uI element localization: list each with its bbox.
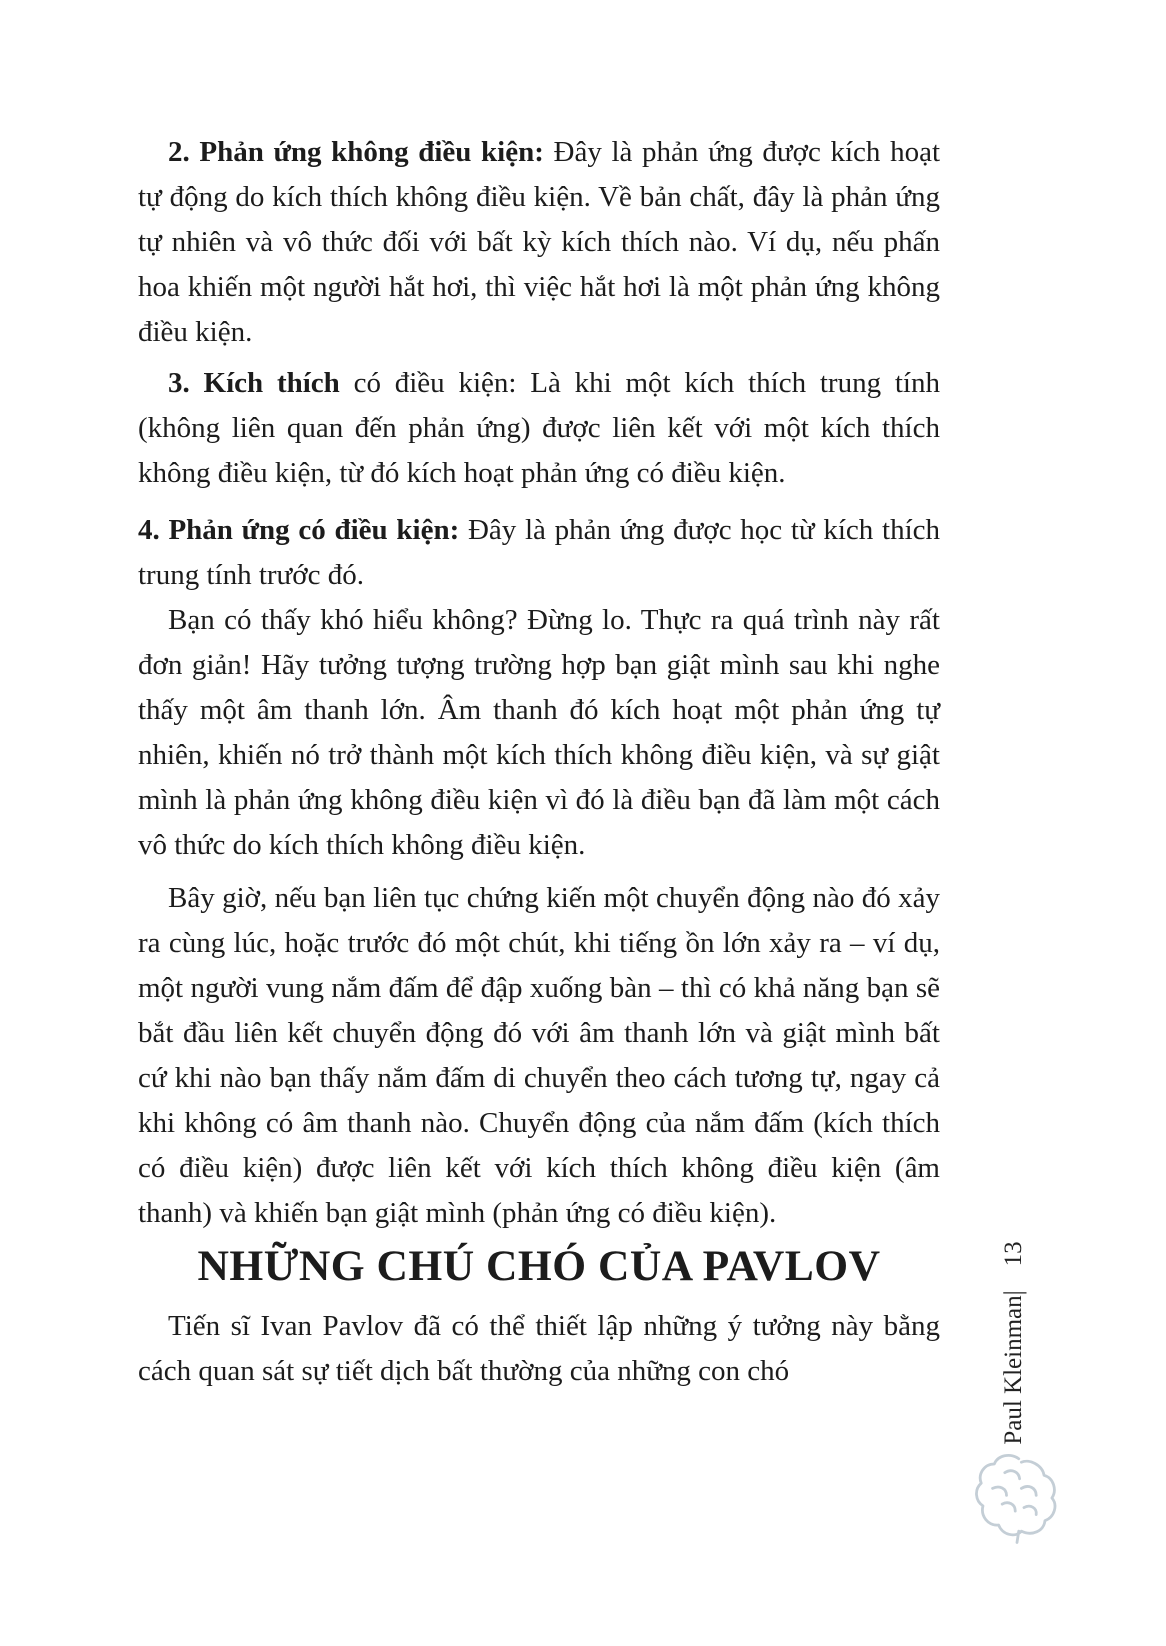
paragraph-item-3 [138, 361, 940, 496]
paragraph-example: Bây giờ, nếu bạn liên tục chứng kiến một chuyển động nào đó xảy ra cùng lúc, hoặc trước đó một chút, khi tiếng ồn lớn xảy ra – ví dụ, một người vung nắm đấm để đập xuống bàn – thì có khả năng bạn sẽ bắt đầu liên kết chuyển động đó với âm thanh lớn và giật mình bất cứ khi nào bạn thấy nắm đấm di chuyển theo cách tương tự, ngay cả khi không có âm thanh nào. Chuyển động của nắm đấm (kích thích có điều kiện) được liên kết với kích thích không điều kiện (âm thanh) và khiến bạn giật mình (phản ứng có điều kiện). [138, 882, 940, 1229]
paragraph-item-4 [138, 508, 940, 598]
text-column [138, 130, 940, 1394]
item-3-text: có điều kiện: Là khi một kích thích trung tính (không liên quan đến phản ứng) được liên kết với một kích thích không điều kiện, từ đó kích hoạt phản ứng có điều kiện. [138, 367, 940, 489]
paragraph-explanation: Bạn có thấy khó hiểu không? Đừng lo. Thực ra quá trình này rất đơn giản! Hãy tưởng tượng trường hợp bạn giật mình sau khi nghe thấy một âm thanh lớn. Âm thanh đó kích hoạt một phản ứng tự nhiên, khiến nó trở thành một kích thích không điều kiện, và sự giật mình là phản ứng không điều kiện vì đó là điều bạn đã làm một cách vô thức do kích thích không điều kiện. [138, 604, 940, 861]
page-number: 13 [1000, 1241, 1027, 1267]
paragraph-pavlov-intro: Tiến sĩ Ivan Pavlov đã có thể thiết lập những ý tưởng này bằng cách quan sát sự tiết dịch bất thường của những con chó [138, 1310, 940, 1387]
section-heading-pavlovs-dogs: NHỮNG CHÚ CHÓ CỦA PAVLOV [197, 1242, 881, 1290]
item-2-lead: 2. Phản ứng không điều kiện: [168, 136, 544, 168]
item-2-text: Đây là phản ứng được kích hoạt tự động do kích thích không điều kiện. Về bản chất, đây là phản ứng tự nhiên và vô thức đối với bất kỳ kích thích nào. Ví dụ, nếu phấn hoa khiến một người hắt hơi, thì việc hắt hơi là một phản ứng không điều kiện. [138, 136, 940, 348]
margin-sidebar-text [1000, 1241, 1028, 1444]
item-3-lead: 3. Kích thích [168, 367, 340, 399]
author-name: Paul Kleinman| [1000, 1290, 1027, 1445]
item-4-lead: 4. Phản ứng có điều kiện: [138, 514, 460, 546]
paragraph-item-2 [138, 130, 940, 355]
item-4-text: Đây là phản ứng được học từ kích thích trung tính trước đó. [138, 514, 940, 591]
brain-icon [972, 1450, 1062, 1546]
